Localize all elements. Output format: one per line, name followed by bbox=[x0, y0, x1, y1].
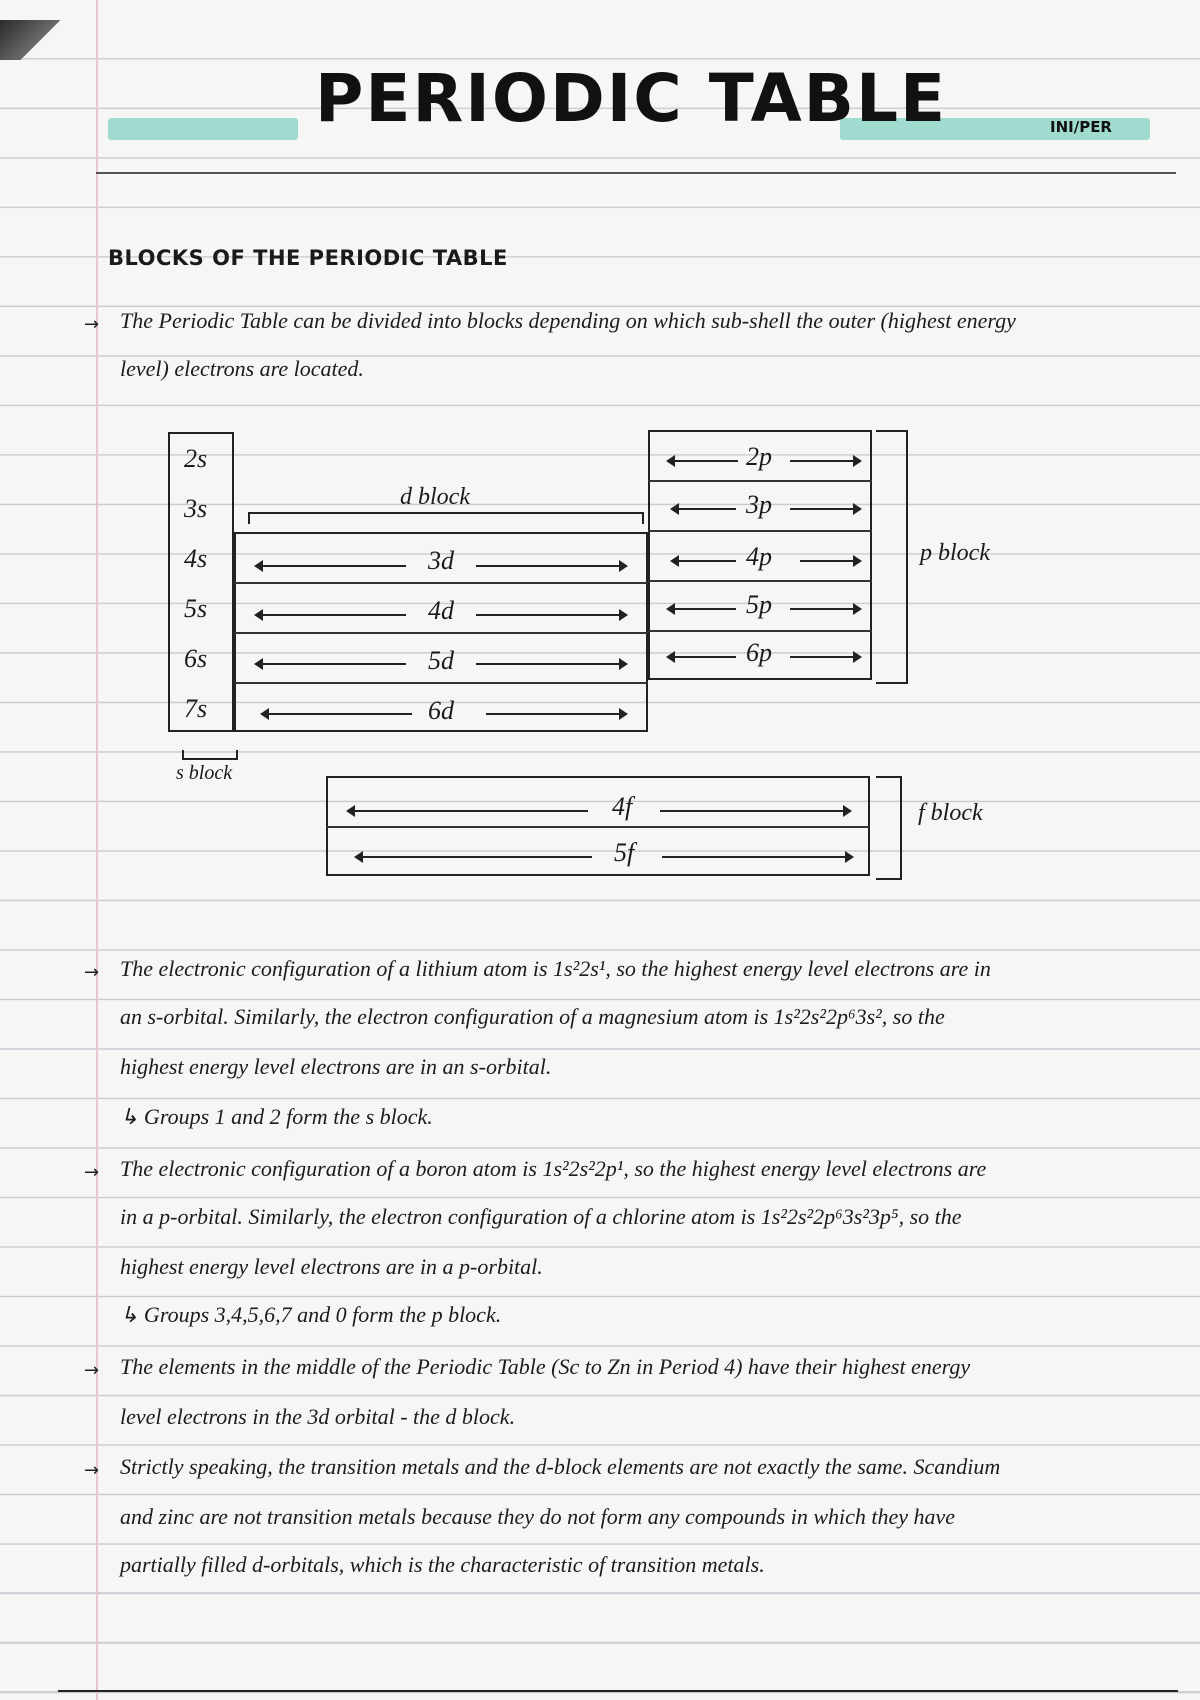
p-arrow-left bbox=[668, 460, 738, 462]
d-arrow-left bbox=[256, 614, 406, 616]
para-1-sub: ↳ Groups 1 and 2 form the s block. bbox=[120, 1104, 433, 1129]
p-block-bracket bbox=[876, 430, 908, 684]
d-arrow-right bbox=[486, 713, 626, 715]
orbital-3d: 3d bbox=[428, 546, 454, 575]
orbital-2s: 2s bbox=[184, 444, 208, 473]
para-2-line-1: The electronic configuration of a boron atom is 1s²2s²2p¹, so the highest energy level electrons are bbox=[120, 1156, 987, 1181]
f-row-divider bbox=[326, 826, 870, 828]
para-3-line-2: level electrons in the 3d orbital - the d block. bbox=[120, 1404, 516, 1429]
bottom-rule bbox=[58, 1690, 1178, 1692]
orbital-4d: 4d bbox=[428, 596, 454, 625]
p-arrow-right bbox=[790, 608, 860, 610]
p-block-label: p block bbox=[920, 540, 990, 566]
f-arrow-left bbox=[356, 856, 592, 858]
margin-line bbox=[96, 0, 98, 1700]
orbital-6s: 6s bbox=[184, 644, 208, 673]
f-block-bracket bbox=[876, 776, 902, 880]
d-block-bracket bbox=[248, 512, 644, 524]
d-row-divider bbox=[234, 682, 648, 684]
d-arrow-left bbox=[262, 713, 412, 715]
p-arrow-right bbox=[790, 656, 860, 658]
page-title: PERIODIC TABLE bbox=[315, 60, 948, 137]
bullet-arrow: → bbox=[84, 962, 100, 983]
f-arrow-right bbox=[660, 810, 850, 812]
orbital-2p: 2p bbox=[746, 442, 772, 471]
d-row-divider bbox=[234, 582, 648, 584]
section-heading: BLOCKS OF THE PERIODIC TABLE bbox=[108, 246, 508, 270]
bullet-arrow: → bbox=[84, 314, 100, 335]
p-arrow-left bbox=[668, 608, 736, 610]
f-arrow-left bbox=[348, 810, 588, 812]
orbital-5p: 5p bbox=[746, 590, 772, 619]
p-arrow-right bbox=[790, 508, 860, 510]
f-arrow-right bbox=[662, 856, 852, 858]
para-2-line-3: highest energy level electrons are in a p-orbital. bbox=[120, 1254, 543, 1279]
s-block-bracket bbox=[182, 750, 238, 760]
orbital-4p: 4p bbox=[746, 542, 772, 571]
bullet-arrow: → bbox=[84, 1162, 100, 1183]
header-rule bbox=[96, 172, 1176, 174]
orbital-7s: 7s bbox=[184, 694, 208, 723]
para-1-line-1: The electronic configuration of a lithium atom is 1s²2s¹, so the highest energy level electrons are in bbox=[120, 956, 991, 981]
s-block-box bbox=[168, 432, 234, 732]
s-block-label: s block bbox=[176, 762, 233, 784]
p-row-divider bbox=[648, 580, 872, 582]
orbital-6d: 6d bbox=[428, 696, 454, 725]
topic-code: INI/PER bbox=[1050, 118, 1112, 136]
d-arrow-left bbox=[256, 663, 406, 665]
orbital-3p: 3p bbox=[746, 490, 772, 519]
bullet-arrow: → bbox=[84, 1460, 100, 1481]
d-arrow-right bbox=[476, 565, 626, 567]
p-arrow-left bbox=[672, 560, 736, 562]
orbital-4s: 4s bbox=[184, 544, 208, 573]
para-1-line-2: an s-orbital. Similarly, the electron configuration of a magnesium atom is 1s²2s²2p⁶3s², so the bbox=[120, 1004, 945, 1029]
para-2-sub: ↳ Groups 3,4,5,6,7 and 0 form the p block. bbox=[120, 1302, 502, 1327]
para-1-line-3: highest energy level electrons are in an s-orbital. bbox=[120, 1054, 552, 1079]
p-arrow-left bbox=[672, 508, 736, 510]
intro-line-1: The Periodic Table can be divided into blocks depending on which sub-shell the outer (highest energy bbox=[120, 308, 1016, 333]
d-row-divider bbox=[234, 632, 648, 634]
d-arrow-right bbox=[476, 663, 626, 665]
title-highlight-left bbox=[108, 118, 298, 140]
d-block-label: d block bbox=[400, 484, 470, 510]
intro-line-2: level) electrons are located. bbox=[120, 356, 364, 381]
page-corner-shadow bbox=[0, 20, 60, 60]
para-4-line-3: partially filled d-orbitals, which is the characteristic of transition metals. bbox=[120, 1552, 765, 1577]
para-2-line-2: in a p-orbital. Similarly, the electron configuration of a chlorine atom is 1s²2s²2p⁶3s²3p⁵, so the bbox=[120, 1204, 962, 1229]
orbital-5s: 5s bbox=[184, 594, 208, 623]
f-block-label: f block bbox=[918, 800, 983, 826]
p-arrow-left bbox=[668, 656, 736, 658]
orbital-3s: 3s bbox=[184, 494, 208, 523]
bullet-arrow: → bbox=[84, 1360, 100, 1381]
p-arrow-right bbox=[800, 560, 860, 562]
p-arrow-right bbox=[790, 460, 860, 462]
p-row-divider bbox=[648, 480, 872, 482]
para-4-line-1: Strictly speaking, the transition metals and the d-block elements are not exactly the same. Scandium bbox=[120, 1454, 1001, 1479]
orbital-5f: 5f bbox=[614, 838, 635, 867]
p-row-divider bbox=[648, 630, 872, 632]
orbital-6p: 6p bbox=[746, 638, 772, 667]
para-4-line-2: and zinc are not transition metals because they do not form any compounds in which they have bbox=[120, 1504, 956, 1529]
orbital-5d: 5d bbox=[428, 646, 454, 675]
d-arrow-right bbox=[476, 614, 626, 616]
p-row-divider bbox=[648, 530, 872, 532]
d-arrow-left bbox=[256, 565, 406, 567]
orbital-4f: 4f bbox=[612, 792, 633, 821]
para-3-line-1: The elements in the middle of the Periodic Table (Sc to Zn in Period 4) have their highest energy bbox=[120, 1354, 971, 1379]
